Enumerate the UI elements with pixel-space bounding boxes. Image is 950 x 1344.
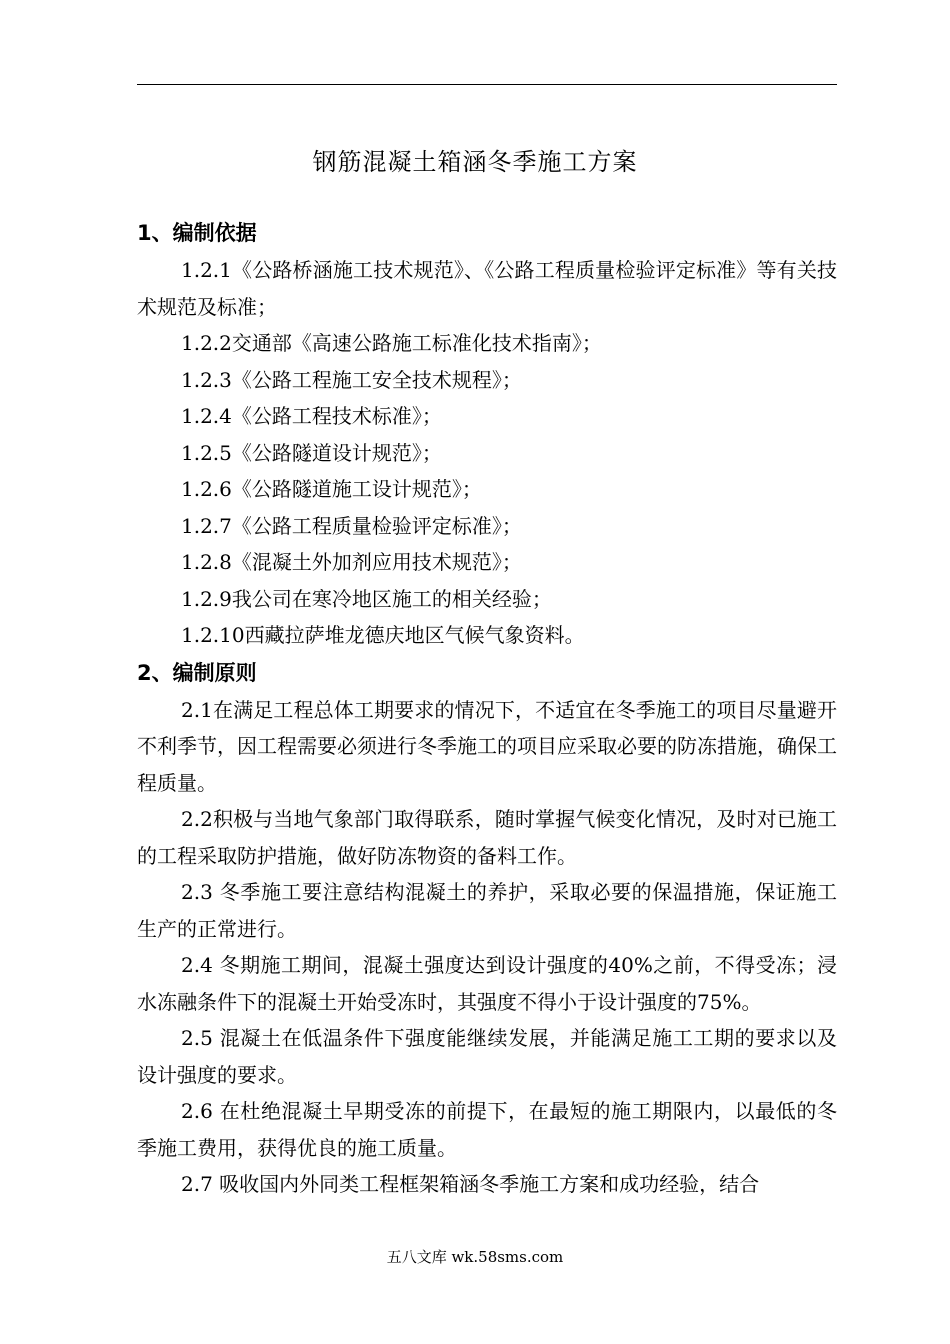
section-heading-2: 2、编制原则	[137, 660, 257, 685]
document-body	[137, 214, 837, 1203]
principle-paragraph: 2.3 冬季施工要注意结构混凝土的养护，采取必要的保温措施，保证施工生产的正常进行。	[137, 880, 837, 941]
principle-paragraph: 2.7 吸收国内外同类工程框架箱涵冬季施工方案和成功经验，结合	[181, 1172, 760, 1196]
principle-paragraph: 2.4 冬期施工期间，混凝土强度达到设计强度的40%之前，不得受冻；浸水冻融条件下的混凝土开始受冻时，其强度不得小于设计强度的75%。	[137, 953, 837, 1014]
basis-item: 1.2.6《公路隧道施工设计规范》；	[181, 477, 482, 501]
basis-item: 1.2.2交通部《高速公路施工标准化技术指南》；	[181, 331, 602, 355]
basis-item: 1.2.8《混凝土外加剂应用技术规范》；	[181, 550, 522, 574]
basis-item: 1.2.4《公路工程技术标准》；	[181, 404, 442, 428]
principle-paragraph: 2.2积极与当地气象部门取得联系，随时掌握气候变化情况，及时对已施工的工程采取防护措施，做好防冻物资的备料工作。	[137, 807, 837, 868]
header-rule	[137, 84, 837, 85]
basis-item: 1.2.10西藏拉萨堆龙德庆地区气候气象资料。	[181, 623, 585, 647]
principle-paragraph: 2.5 混凝土在低温条件下强度能继续发展，并能满足施工工期的要求以及设计强度的要求。	[137, 1026, 837, 1087]
basis-item: 1.2.5《公路隧道设计规范》；	[181, 440, 442, 465]
principle-paragraph: 2.6 在杜绝混凝土早期受冻的前提下，在最短的施工期限内，以最低的冬季施工费用，获得优良的施工质量。	[137, 1099, 837, 1160]
section-heading-1: 1、编制依据	[137, 221, 257, 245]
basis-item: 1.2.9我公司在寒冷地区施工的相关经验；	[181, 586, 552, 611]
basis-item: 1.2.3《公路工程施工安全技术规程》；	[181, 367, 522, 392]
basis-item-1-2-1: 1.2.1《公路桥涵施工技术规范》、《公路工程质量检验评定标准》等有关技术规范及标准；	[137, 258, 837, 319]
basis-item: 1.2.7《公路工程质量检验评定标准》；	[181, 513, 522, 538]
document-title: 钢筋混凝土箱涵冬季施工方案	[312, 148, 638, 176]
principle-paragraph: 2.1在满足工程总体工期要求的情况下，不适宜在冬季施工的项目尽量避开不利季节，因工程需要必须进行冬季施工的项目应采取必要的防冻措施，确保工程质量。	[137, 697, 837, 795]
page-footer: 五八文库 wk.58sms.com	[386, 1248, 564, 1266]
